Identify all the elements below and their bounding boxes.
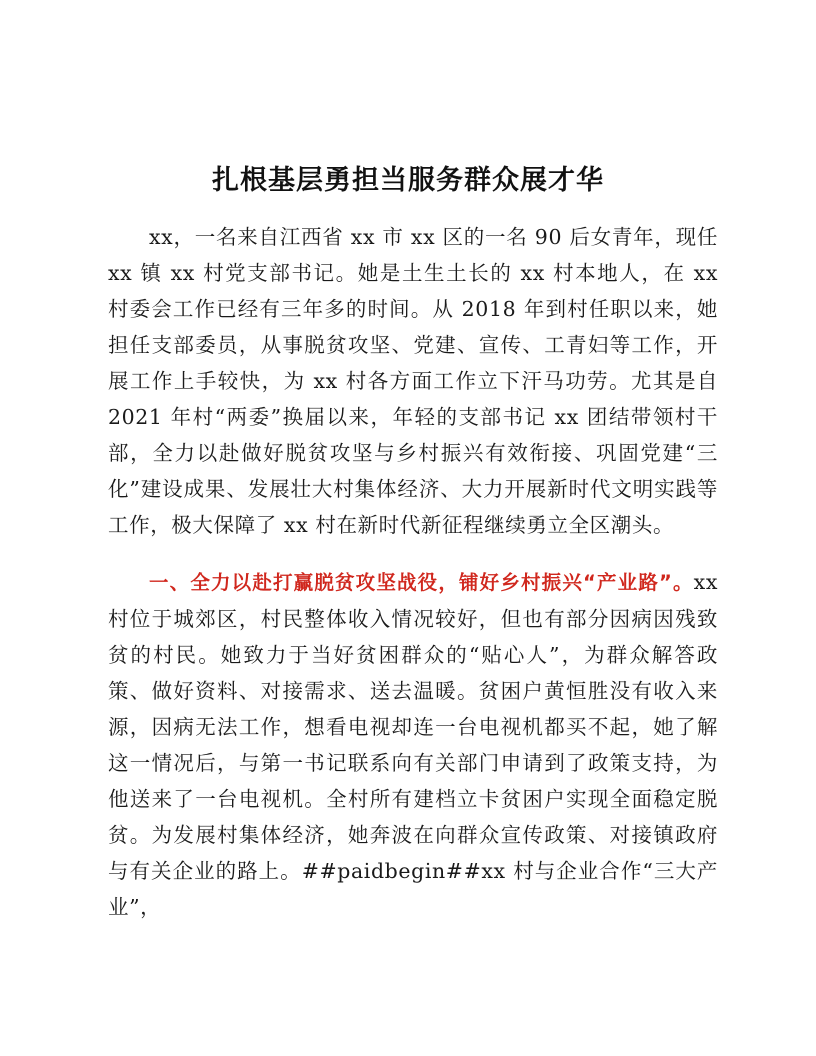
section-1-body: xx 村位于城郊区，村民整体收入情况较好，但也有部分因病因残致贫的村民。她致力于当好贫困群众的“贴心人”，为群众解答政策、做好资料、对接需求、送去温暖。贫困户黄恒胜没有收入来源，因病无法工作，想看电视却连一台电视机都买不起，她了解这一情况后，与第一书记联系向有关部门申请到了政策支持，为他送来了一台电视机。全村所有建档立卡贫困户实现全面稳定脱贫。为发展村集体经济，她奔波在向群众宣传政策、对接镇政府与有关企业的路上。##paidbegin##xx 村与企业合作“三大产业”， [108, 570, 718, 919]
document-title: 扎根基层勇担当服务群众展才华 [212, 165, 604, 196]
section-1-paragraph [108, 564, 718, 925]
intro-paragraph: xx，一名来自江西省 xx 市 xx 区的一名 90 后女青年，现任 xx 镇 xx 村党支部书记。她是土生土长的 xx 村本地人，在 xx 村委会工作已经有三年多的时间。从 2018 年到村任职以来，她担任支部委员，从事脱贫攻坚、党建、宣传、工青妇等工作，开展工作上手较快，为 xx 村各方面工作立下汗马功劳。尤其是自 2021 年村“两委”换届以来，年轻的支部书记 xx 团结带领村干部，全力以赴做好脱贫攻坚与乡村振兴有效衔接、巩固党建“三化”建设成果、发展壮大村集体经济、大力开展新时代文明实践等工作，极大保障了 xx 村在新时代新征程继续勇立全区潮头。 [108, 225, 718, 537]
section-1-heading: 一、全力以赴打赢脱贫攻坚战役，铺好乡村振兴“产业路”。 [149, 571, 694, 594]
